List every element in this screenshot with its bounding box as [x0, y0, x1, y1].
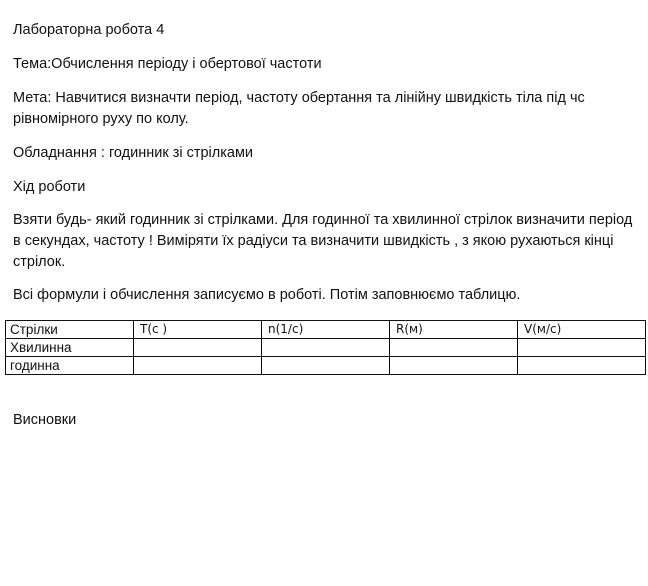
table-cell[interactable]	[518, 357, 646, 375]
header-period: T(c )	[134, 321, 262, 339]
topic-line: Тема:Обчислення періоду і обертової частоти	[13, 56, 322, 72]
table-cell[interactable]	[518, 339, 646, 357]
goal-paragraph: Мета: Навчитися визначти період, частоту обертання та лінійну швидкість тіла під чс рівномірного руху по колу.	[13, 90, 585, 127]
formulas-note: Всі формули і обчислення записуємо в роботі. Потім заповнюємо таблицю.	[13, 287, 521, 303]
equipment-line: Обладнання : годинник зі стрілками	[13, 145, 254, 161]
table-cell[interactable]	[390, 357, 518, 375]
results-table	[5, 320, 646, 375]
header-radius: R(м)	[390, 321, 518, 339]
header-frequency: n(1/c)	[262, 321, 390, 339]
table-cell[interactable]	[262, 339, 390, 357]
table-cell[interactable]	[134, 339, 262, 357]
table-cell[interactable]	[262, 357, 390, 375]
table-header-row	[6, 321, 646, 339]
table-cell[interactable]	[134, 357, 262, 375]
document-title: Лабораторна робота 4	[13, 22, 165, 38]
table-cell[interactable]	[390, 339, 518, 357]
course-heading: Хід роботи	[13, 179, 86, 195]
header-speed: V(м/с)	[518, 321, 646, 339]
conclusions-heading: Висновки	[13, 412, 77, 428]
header-arrows: Стрілки	[6, 321, 134, 339]
task-paragraph: Взяти будь- який годинник зі стрілками. Для годинної та хвилинної стрілок визначити період в секундах, частоту ! Виміряти їх радіуси та визначити швидкість , з якою рухаються кінці стрілок.	[13, 212, 633, 270]
row-label-minute: Хвилинна	[6, 339, 134, 357]
table-row	[6, 357, 646, 375]
table-row	[6, 339, 646, 357]
row-label-hour: годинна	[6, 357, 134, 375]
